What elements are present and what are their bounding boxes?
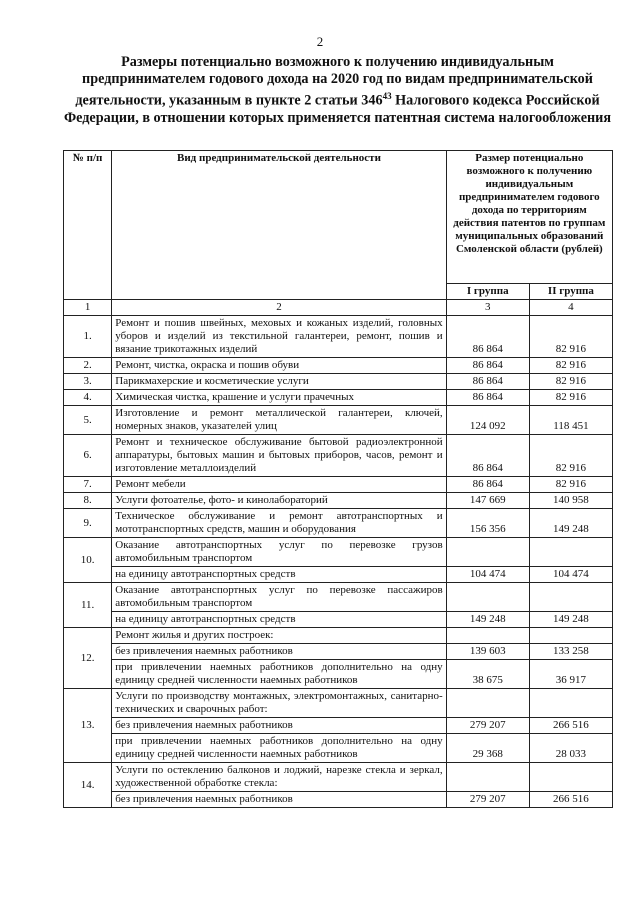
row-sub-activity: на единицу автотранспортных средств bbox=[112, 567, 446, 583]
table-subrow bbox=[64, 792, 613, 808]
row-number: 12. bbox=[64, 628, 112, 689]
row-activity: Ремонт жилья и других построек: bbox=[112, 628, 446, 644]
row-number: 3. bbox=[64, 374, 112, 390]
header-group1: I группа bbox=[446, 284, 529, 300]
table-row bbox=[64, 406, 613, 435]
row-group2-value: 36 917 bbox=[529, 660, 612, 689]
row-group2-value: 149 248 bbox=[529, 509, 612, 538]
table-subrow bbox=[64, 567, 613, 583]
row-number: 5. bbox=[64, 406, 112, 435]
row-group2-value: 140 958 bbox=[529, 493, 612, 509]
income-table bbox=[63, 150, 613, 808]
row-group2-value bbox=[529, 763, 612, 792]
row-group1-value: 147 669 bbox=[446, 493, 529, 509]
row-activity: Химическая чистка, крашение и услуги прачечных bbox=[112, 390, 446, 406]
table-subrow bbox=[64, 644, 613, 660]
row-activity: Оказание автотранспортных услуг по перевозке пассажиров автомобильным транспортом bbox=[112, 583, 446, 612]
row-group2-value: 118 451 bbox=[529, 406, 612, 435]
row-sub-activity: без привлечения наемных работников bbox=[112, 718, 446, 734]
header-income: Размер потенциально возможного к получению индивидуальным предпринимателем годового дохода по территориям действия патентов по группам муниципальных образований Смоленской области (рублей) bbox=[446, 151, 612, 284]
row-group2-value: 82 916 bbox=[529, 358, 612, 374]
table-body bbox=[64, 316, 613, 808]
row-group1-value: 86 864 bbox=[446, 358, 529, 374]
row-activity: Изготовление и ремонт металлической галантереи, ключей, номерных знаков, указателей улиц bbox=[112, 406, 446, 435]
table-row bbox=[64, 763, 613, 792]
row-group1-value: 86 864 bbox=[446, 316, 529, 358]
title-main: Размеры потенциально возможного к получению индивидуальным предпринимателем годового дохода на 2020 год по видам предпринимательской деятельности, указанным в пункте 2 статьи 346 bbox=[75, 54, 593, 109]
row-group2-value: 82 916 bbox=[529, 477, 612, 493]
row-group2-value: 149 248 bbox=[529, 612, 612, 628]
row-group1-value bbox=[446, 763, 529, 792]
title-rest: Налогового кодекса Российской Федерации, в отношении которых применяется патентная система налогообложения bbox=[63, 92, 612, 126]
row-group2-value: 104 474 bbox=[529, 567, 612, 583]
row-group2-value: 82 916 bbox=[529, 435, 612, 477]
row-number: 10. bbox=[64, 538, 112, 583]
row-number: 8. bbox=[64, 493, 112, 509]
row-group2-value: 133 258 bbox=[529, 644, 612, 660]
table-subrow bbox=[64, 734, 613, 763]
title-superscript: 43 bbox=[382, 91, 392, 101]
table-row bbox=[64, 435, 613, 477]
row-group1-value: 86 864 bbox=[446, 374, 529, 390]
row-number: 9. bbox=[64, 509, 112, 538]
row-group2-value: 82 916 bbox=[529, 390, 612, 406]
table-row bbox=[64, 538, 613, 567]
row-activity: Услуги по производству монтажных, электромонтажных, санитарно-технических и сварочных работ: bbox=[112, 689, 446, 718]
row-group1-value: 156 356 bbox=[446, 509, 529, 538]
row-group1-value: 124 092 bbox=[446, 406, 529, 435]
row-group2-value bbox=[529, 538, 612, 567]
row-group1-value bbox=[446, 628, 529, 644]
table-row bbox=[64, 583, 613, 612]
row-activity: Услуги по остеклению балконов и лоджий, нарезке стекла и зеркал, художественной обработке стекла: bbox=[112, 763, 446, 792]
row-group2-value bbox=[529, 583, 612, 612]
colnum-3: 3 bbox=[446, 300, 529, 316]
row-sub-activity: при привлечении наемных работников дополнительно на одну единицу средней численности наемных работников bbox=[112, 660, 446, 689]
colnum-2: 2 bbox=[112, 300, 446, 316]
row-group1-value bbox=[446, 538, 529, 567]
row-sub-activity: без привлечения наемных работников bbox=[112, 792, 446, 808]
header-group2: II группа bbox=[529, 284, 612, 300]
page-number: 2 bbox=[316, 34, 324, 49]
table-row bbox=[64, 374, 613, 390]
row-group1-value: 279 207 bbox=[446, 792, 529, 808]
table-row bbox=[64, 628, 613, 644]
table-row bbox=[64, 509, 613, 538]
row-activity: Оказание автотранспортных услуг по перевозке грузов автомобильным транспортом bbox=[112, 538, 446, 567]
row-group1-value: 139 603 bbox=[446, 644, 529, 660]
row-activity: Ремонт мебели bbox=[112, 477, 446, 493]
table-subrow bbox=[64, 612, 613, 628]
table-subrow bbox=[64, 660, 613, 689]
row-activity: Ремонт, чистка, окраска и пошив обуви bbox=[112, 358, 446, 374]
row-activity: Парикмахерские и косметические услуги bbox=[112, 374, 446, 390]
table-row bbox=[64, 477, 613, 493]
row-number: 1. bbox=[64, 316, 112, 358]
row-number: 2. bbox=[64, 358, 112, 374]
row-group1-value: 86 864 bbox=[446, 435, 529, 477]
table-subrow bbox=[64, 718, 613, 734]
table-row bbox=[64, 358, 613, 374]
row-group1-value: 104 474 bbox=[446, 567, 529, 583]
row-group1-value bbox=[446, 583, 529, 612]
header-activity: Вид предпринимательской деятельности bbox=[112, 151, 446, 300]
row-number: 11. bbox=[64, 583, 112, 628]
row-sub-activity: при привлечении наемных работников дополнительно на одну единицу средней численности наемных работников bbox=[112, 734, 446, 763]
table-row bbox=[64, 493, 613, 509]
table-row bbox=[64, 390, 613, 406]
row-activity: Ремонт и техническое обслуживание бытовой радиоэлектронной аппаратуры, бытовых машин и бытовых приборов, часов, ремонт и изготовление металлоизделий bbox=[112, 435, 446, 477]
row-activity: Ремонт и пошив швейных, меховых и кожаных изделий, головных уборов и изделий из текстильной галантереи, ремонт, пошив и вязание трикотажных изделий bbox=[112, 316, 446, 358]
row-activity: Услуги фотоателье, фото- и кинолабораторий bbox=[112, 493, 446, 509]
row-group2-value bbox=[529, 689, 612, 718]
row-activity: Техническое обслуживание и ремонт автотранспортных и мототранспортных средств, машин и оборудования bbox=[112, 509, 446, 538]
row-sub-activity: на единицу автотранспортных средств bbox=[112, 612, 446, 628]
row-group2-value: 266 516 bbox=[529, 792, 612, 808]
row-group2-value: 266 516 bbox=[529, 718, 612, 734]
row-group1-value: 149 248 bbox=[446, 612, 529, 628]
row-number: 6. bbox=[64, 435, 112, 477]
header-num: № п/п bbox=[64, 151, 112, 300]
table-row bbox=[64, 689, 613, 718]
row-group2-value: 28 033 bbox=[529, 734, 612, 763]
row-group1-value: 86 864 bbox=[446, 390, 529, 406]
column-numbers-row bbox=[64, 300, 613, 316]
row-group2-value: 82 916 bbox=[529, 374, 612, 390]
row-number: 13. bbox=[64, 689, 112, 763]
row-group1-value: 38 675 bbox=[446, 660, 529, 689]
row-group2-value: 82 916 bbox=[529, 316, 612, 358]
row-number: 7. bbox=[64, 477, 112, 493]
row-group2-value bbox=[529, 628, 612, 644]
row-group1-value: 29 368 bbox=[446, 734, 529, 763]
colnum-1: 1 bbox=[64, 300, 112, 316]
row-group1-value: 279 207 bbox=[446, 718, 529, 734]
page-title bbox=[60, 54, 615, 127]
row-group1-value: 86 864 bbox=[446, 477, 529, 493]
row-sub-activity: без привлечения наемных работников bbox=[112, 644, 446, 660]
colnum-4: 4 bbox=[529, 300, 612, 316]
table-row bbox=[64, 316, 613, 358]
header-row bbox=[64, 151, 613, 284]
row-group1-value bbox=[446, 689, 529, 718]
row-number: 4. bbox=[64, 390, 112, 406]
row-number: 14. bbox=[64, 763, 112, 808]
